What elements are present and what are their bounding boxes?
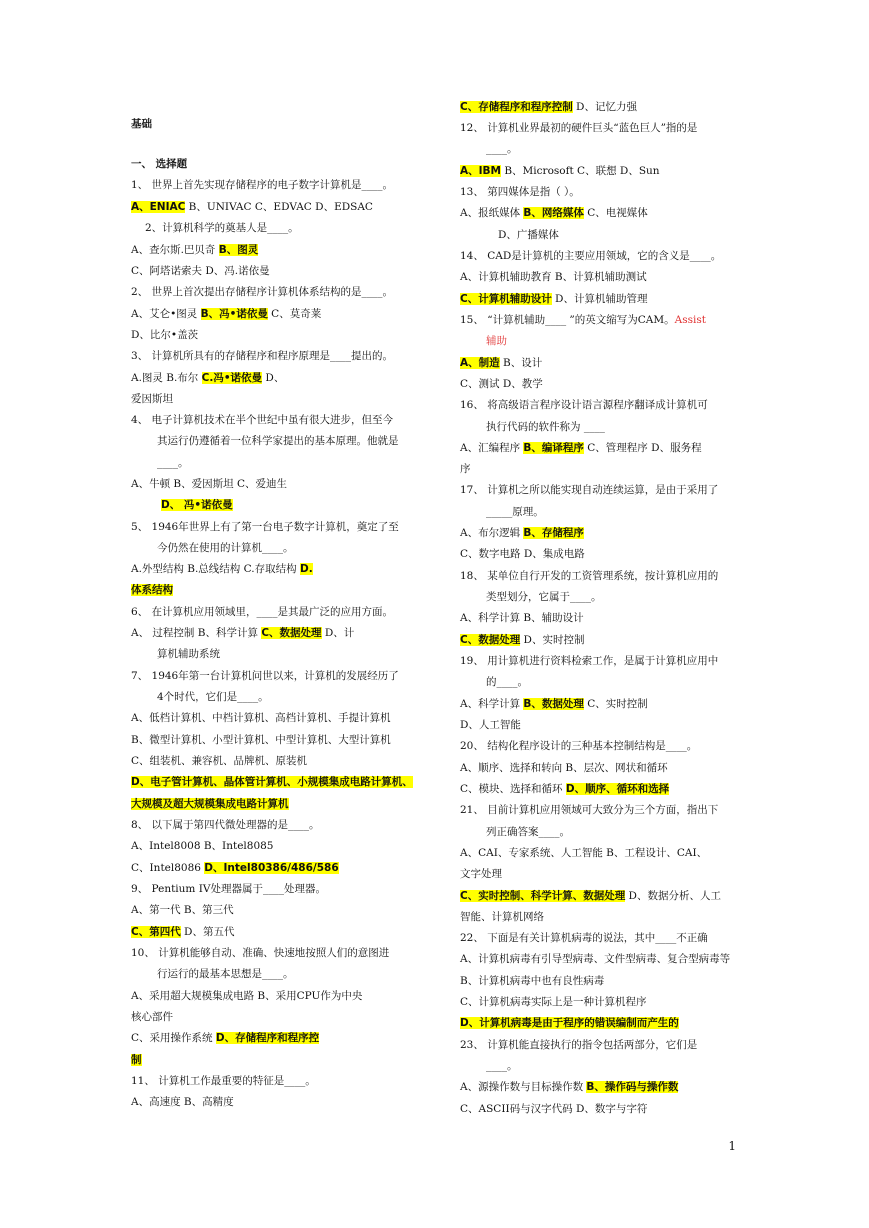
right-line: [486, 1058, 518, 1074]
text-segment: 一、 选择题: [131, 158, 188, 170]
text-segment: B、微型计算机、小型计算机、中型计算机、大型计算机: [131, 734, 391, 746]
text-segment: A、第一代 B、第三代: [131, 904, 234, 916]
text-segment: 3、 计算机所具有的存储程序和程序原理是____提出的。: [131, 350, 394, 362]
text-segment: C、管理程序 D、服务程: [583, 442, 702, 454]
left-line: [157, 433, 399, 449]
text-segment: C、阿塔诺索夫 D、冯.诺依曼: [131, 265, 270, 277]
text-segment: 16、 将高级语言程序设计语言源程序翻译成计算机可: [460, 399, 708, 411]
right-line: [460, 1015, 679, 1031]
text-segment: B、UNIVAC C、EDVAC D、EDSAC: [185, 201, 373, 213]
text-segment: D、实时控制: [520, 634, 585, 646]
right-line: [460, 291, 647, 307]
text-segment: C、数字电路 D、集成电路: [460, 548, 585, 560]
right-line: [486, 333, 507, 349]
right-line: [486, 141, 518, 157]
highlighted-answer: C、实时控制、科学计算、数据处理: [460, 890, 626, 902]
highlighted-answer: D、电子管计算机、晶体管计算机、小规模集成电路计算机、: [131, 776, 413, 788]
highlighted-answer: 体系结构: [131, 584, 173, 596]
highlighted-answer: B、冯•诺依曼: [200, 308, 268, 320]
highlighted-answer: 大规模及超大规模集成电路计算机: [131, 798, 289, 810]
right-line: [460, 951, 730, 967]
text-segment: 13、 第四媒体是指（ ）。: [460, 186, 580, 198]
left-line: [157, 646, 220, 662]
left-line: [131, 177, 393, 193]
text-segment: C、Intel8086: [131, 862, 205, 874]
highlighted-answer: 制: [131, 1054, 142, 1066]
text-segment: 列正确答案____。: [486, 826, 570, 838]
text-segment: C、测试 D、教学: [460, 378, 543, 390]
text-segment: D、第五代: [180, 926, 235, 938]
right-line: [460, 461, 471, 477]
text-segment: A、Intel8008 B、Intel8085: [131, 840, 274, 852]
text-segment: 核心部件: [131, 1011, 173, 1023]
right-line: [498, 227, 559, 243]
text-segment: 8、 以下属于第四代微处理器的是____。: [131, 819, 320, 831]
right-line: [460, 397, 708, 413]
right-line: [460, 163, 660, 179]
right-line: [460, 653, 718, 669]
left-line: [131, 732, 391, 748]
left-line: [157, 455, 189, 471]
right-line: [460, 973, 604, 989]
left-line: [131, 519, 399, 535]
text-segment: D、人工智能: [460, 719, 521, 731]
text-segment: 14、 CAD是计算机的主要应用领域，它的含义是____。: [460, 250, 722, 262]
left-line: [157, 540, 294, 556]
text-segment: _____原理。: [486, 506, 544, 518]
text-segment: 4、 电子计算机技术在半个世纪中虽有很大进步，但至今: [131, 414, 394, 426]
left-line: [131, 796, 289, 812]
right-line: [460, 248, 721, 264]
right-line: [460, 184, 580, 200]
right-line: [460, 440, 702, 456]
text-segment: A、牛顿 B、爱因斯坦 C、爱迪生: [131, 478, 288, 490]
right-line: [460, 376, 543, 392]
page-number: 1: [728, 1139, 736, 1153]
right-line: [460, 909, 544, 925]
text-segment: A、布尔逻辑: [460, 527, 524, 539]
text-segment: 算机辅助系统: [157, 648, 220, 660]
highlighted-answer: D、Intel80386/486/586: [204, 862, 339, 874]
right-line: [460, 738, 697, 754]
text-segment: 4个时代，它们是____。: [157, 691, 269, 703]
highlighted-answer: C、第四代: [131, 926, 181, 938]
text-segment: 2、计算机科学的奠基人是____。: [145, 222, 299, 234]
highlighted-answer: B、操作码与操作数: [586, 1081, 679, 1093]
text-segment: 今仍然在使用的计算机____。: [157, 542, 294, 554]
left-line: [131, 1094, 234, 1110]
text-segment: 10、 计算机能够自动、准确、快速地按照人们的意图进: [131, 947, 390, 959]
right-line: [460, 205, 648, 221]
right-line: [460, 99, 637, 115]
text-segment: 23、 计算机能直接执行的指令包括两部分，它们是: [460, 1039, 698, 1051]
left-line: [131, 1052, 142, 1068]
right-line: [460, 845, 707, 861]
left-line: [131, 817, 320, 833]
text-segment: ____。: [486, 143, 518, 155]
highlighted-answer: C、计算机辅助设计: [460, 293, 552, 305]
text-segment: ____。: [157, 457, 189, 469]
left-line: [131, 327, 198, 343]
text-segment: 20、 结构化程序设计的三种基本控制结构是____。: [460, 740, 698, 752]
right-line: [460, 632, 584, 648]
highlighted-answer: D、顺序、循环和选择: [565, 783, 670, 795]
right-line: [460, 696, 648, 712]
left-line: [131, 476, 287, 492]
text-segment: C、电视媒体: [583, 207, 648, 219]
left-line: [131, 753, 307, 769]
text-segment: A.图灵 B.布尔: [131, 372, 202, 384]
text-segment: D、: [262, 372, 285, 384]
left-line: [131, 1009, 173, 1025]
text-segment: A、计算机病毒有引导型病毒、文件型病毒、复合型病毒等: [460, 953, 731, 965]
text-segment: B、设计: [499, 357, 543, 369]
left-line: [157, 689, 269, 705]
right-line: [460, 781, 669, 797]
text-segment: A、高速度 B、高精度: [131, 1096, 234, 1108]
highlighted-answer: C、数据处理: [261, 627, 322, 639]
right-line: [460, 760, 668, 776]
text-segment: C、实时控制: [583, 698, 648, 710]
right-line: [486, 419, 605, 435]
left-line: [131, 668, 399, 684]
text-segment: ____。: [486, 1060, 518, 1072]
left-line: [161, 497, 233, 513]
text-segment: D、计算机辅助管理: [551, 293, 648, 305]
text-segment: 22、 下面是有关计算机病毒的说法，其中____不正确: [460, 932, 708, 944]
left-line: [131, 561, 313, 577]
left-line: [131, 306, 321, 322]
left-line: [131, 199, 373, 215]
text-segment: D、比尔•盖茨: [131, 329, 199, 341]
highlighted-answer: C、存储程序和程序控制: [460, 101, 573, 113]
right-line: [460, 994, 647, 1010]
text-segment: A.外型结构 B.总线结构 C.存取结构: [131, 563, 300, 575]
text-segment: 18、 某单位自行开发的工资管理系统，按计算机应用的: [460, 570, 719, 582]
left-line: [131, 710, 391, 726]
text-segment: 7、 1946年第一台计算机问世以来，计算机的发展经历了: [131, 670, 399, 682]
right-line: [460, 269, 647, 285]
highlighted-answer: B、图灵: [218, 244, 259, 256]
left-line: [131, 902, 234, 918]
text-segment: A、计算机辅助教育 B、计算机辅助测试: [460, 271, 647, 283]
text-segment: 1、 世界上首先实现存储程序的电子数字计算机是____。: [131, 179, 394, 191]
text-segment: A、顺序、选择和转向 B、层次、网状和循环: [460, 762, 668, 774]
text-segment: A、科学计算 B、辅助设计: [460, 612, 584, 624]
highlighted-answer: A、ENIAC: [131, 201, 186, 213]
highlighted-answer: C.冯•诺依曼: [201, 372, 263, 384]
right-line: [460, 312, 706, 328]
right-line: [460, 546, 585, 562]
text-segment: A、查尔斯.巴贝奇: [131, 244, 219, 256]
highlighted-answer: D、计算机病毒是由于程序的错误编制而产生的: [460, 1017, 679, 1029]
highlighted-answer: D、 冯•诺依曼: [161, 499, 233, 511]
left-line: [131, 838, 273, 854]
right-line: [486, 824, 570, 840]
right-line: [486, 589, 602, 605]
left-line: [131, 1030, 319, 1046]
right-line: [460, 930, 708, 946]
right-line: [486, 674, 528, 690]
left-line: [131, 348, 393, 364]
text-segment: Assist: [674, 314, 706, 326]
text-segment: 9、 Pentium IV处理器属于____处理器。: [131, 883, 326, 895]
left-line: [131, 412, 393, 428]
highlighted-answer: A、IBM: [460, 165, 501, 177]
text-segment: A、艾仑•图灵: [131, 308, 201, 320]
left-line: [131, 242, 258, 258]
text-segment: D、数据分析、人工: [625, 890, 721, 902]
right-line: [486, 504, 544, 520]
left-line: [131, 263, 270, 279]
text-segment: C、模块、选择和循环: [460, 783, 566, 795]
text-segment: 序: [460, 463, 471, 475]
text-segment: 类型划分，它属于____。: [486, 591, 602, 603]
text-segment: 12、 计算机业界最初的硬件巨头“蓝色巨人”指的是: [460, 122, 698, 134]
text-segment: D、记忆力强: [572, 101, 637, 113]
right-line: [460, 120, 697, 136]
text-segment: 基础: [131, 118, 152, 130]
text-segment: 21、 目前计算机应用领域可大致分为三个方面，指出下: [460, 804, 719, 816]
left-line: [131, 604, 393, 620]
text-segment: 5、 1946年世界上有了第一台电子数字计算机，奠定了至: [131, 521, 399, 533]
text-segment: A、采用超大规模集成电路 B、采用CPU作为中央: [131, 990, 363, 1002]
right-line: [460, 1037, 697, 1053]
text-segment: 爱因斯坦: [131, 393, 173, 405]
text-segment: 智能、计算机网络: [460, 911, 544, 923]
right-line: [460, 610, 584, 626]
left-line: [131, 988, 362, 1004]
left-line: [157, 966, 294, 982]
highlighted-answer: C、数据处理: [460, 634, 521, 646]
right-line: [460, 888, 721, 904]
left-line: [131, 625, 354, 641]
right-line: [460, 355, 542, 371]
text-segment: A、源操作数与目标操作数: [460, 1081, 587, 1093]
text-segment: 6、 在计算机应用领域里，____是其最广泛的应用方面。: [131, 606, 394, 618]
left-line: [145, 220, 299, 236]
highlighted-answer: B、存储程序: [523, 527, 584, 539]
text-segment: 其运行仍遵循着一位科学家提出的基本原理。他就是: [157, 435, 399, 447]
right-line: [460, 866, 502, 882]
text-segment: A、科学计算: [460, 698, 524, 710]
text-segment: A、CAI、专家系统、人工智能 B、工程设计、CAI、: [460, 847, 708, 859]
highlighted-answer: D.: [299, 563, 313, 575]
right-line: [460, 802, 718, 818]
text-segment: 的____。: [486, 676, 528, 688]
text-segment: A、报纸媒体: [460, 207, 524, 219]
text-segment: B、计算机病毒中也有良性病毒: [460, 975, 605, 987]
highlighted-answer: A、制造: [460, 357, 500, 369]
text-segment: A、低档计算机、中档计算机、高档计算机、手提计算机: [131, 712, 391, 724]
left-line: [131, 881, 326, 897]
text-segment: D、计: [321, 627, 355, 639]
left-line: [131, 945, 389, 961]
highlighted-answer: B、数据处理: [523, 698, 584, 710]
text-segment: C、组装机、兼容机、品牌机、原装机: [131, 755, 308, 767]
right-line: [460, 1101, 647, 1117]
right-line: [460, 1079, 678, 1095]
highlighted-answer: B、编译程序: [523, 442, 584, 454]
text-segment: 执行代码的软件称为 ____: [486, 421, 605, 433]
left-line: [131, 582, 173, 598]
text-segment: C、莫奇莱: [267, 308, 322, 320]
left-line: [131, 156, 187, 172]
right-line: [460, 525, 584, 541]
text-segment: 辅助: [486, 335, 507, 347]
text-segment: C、采用操作系统: [131, 1032, 216, 1044]
left-line: [131, 116, 152, 132]
left-line: [131, 370, 284, 386]
left-line: [131, 1073, 316, 1089]
text-segment: 2、 世界上首次提出存储程序计算机体系结构的是____。: [131, 286, 394, 298]
text-segment: B、Microsoft C、联想 D、Sun: [501, 165, 660, 177]
text-segment: 15、 “计算机辅助____ ”的英文缩写为CAM。: [460, 314, 675, 326]
text-segment: 19、 用计算机进行资料检索工作，是属于计算机应用中: [460, 655, 719, 667]
text-segment: 文字处理: [460, 868, 502, 880]
right-line: [460, 482, 718, 498]
left-line: [131, 774, 413, 790]
highlighted-answer: B、网络媒体: [523, 207, 584, 219]
left-line: [131, 924, 234, 940]
text-segment: C、计算机病毒实际上是一种计算机程序: [460, 996, 647, 1008]
text-segment: C、ASCII码与汉字代码 D、数字与字符: [460, 1103, 648, 1115]
text-segment: 11、 计算机工作最重要的特征是____。: [131, 1075, 316, 1087]
left-line: [131, 391, 173, 407]
text-segment: 行运行的最基本思想是____。: [157, 968, 294, 980]
text-segment: 17、 计算机之所以能实现自动连续运算，是由于采用了: [460, 484, 719, 496]
left-line: [131, 860, 339, 876]
text-segment: A、 过程控制 B、科学计算: [131, 627, 262, 639]
text-segment: D、广播媒体: [498, 229, 559, 241]
right-line: [460, 717, 521, 733]
text-segment: A、汇编程序: [460, 442, 524, 454]
left-line: [131, 284, 393, 300]
right-line: [460, 568, 718, 584]
highlighted-answer: D、存储程序和程序控: [215, 1032, 320, 1044]
